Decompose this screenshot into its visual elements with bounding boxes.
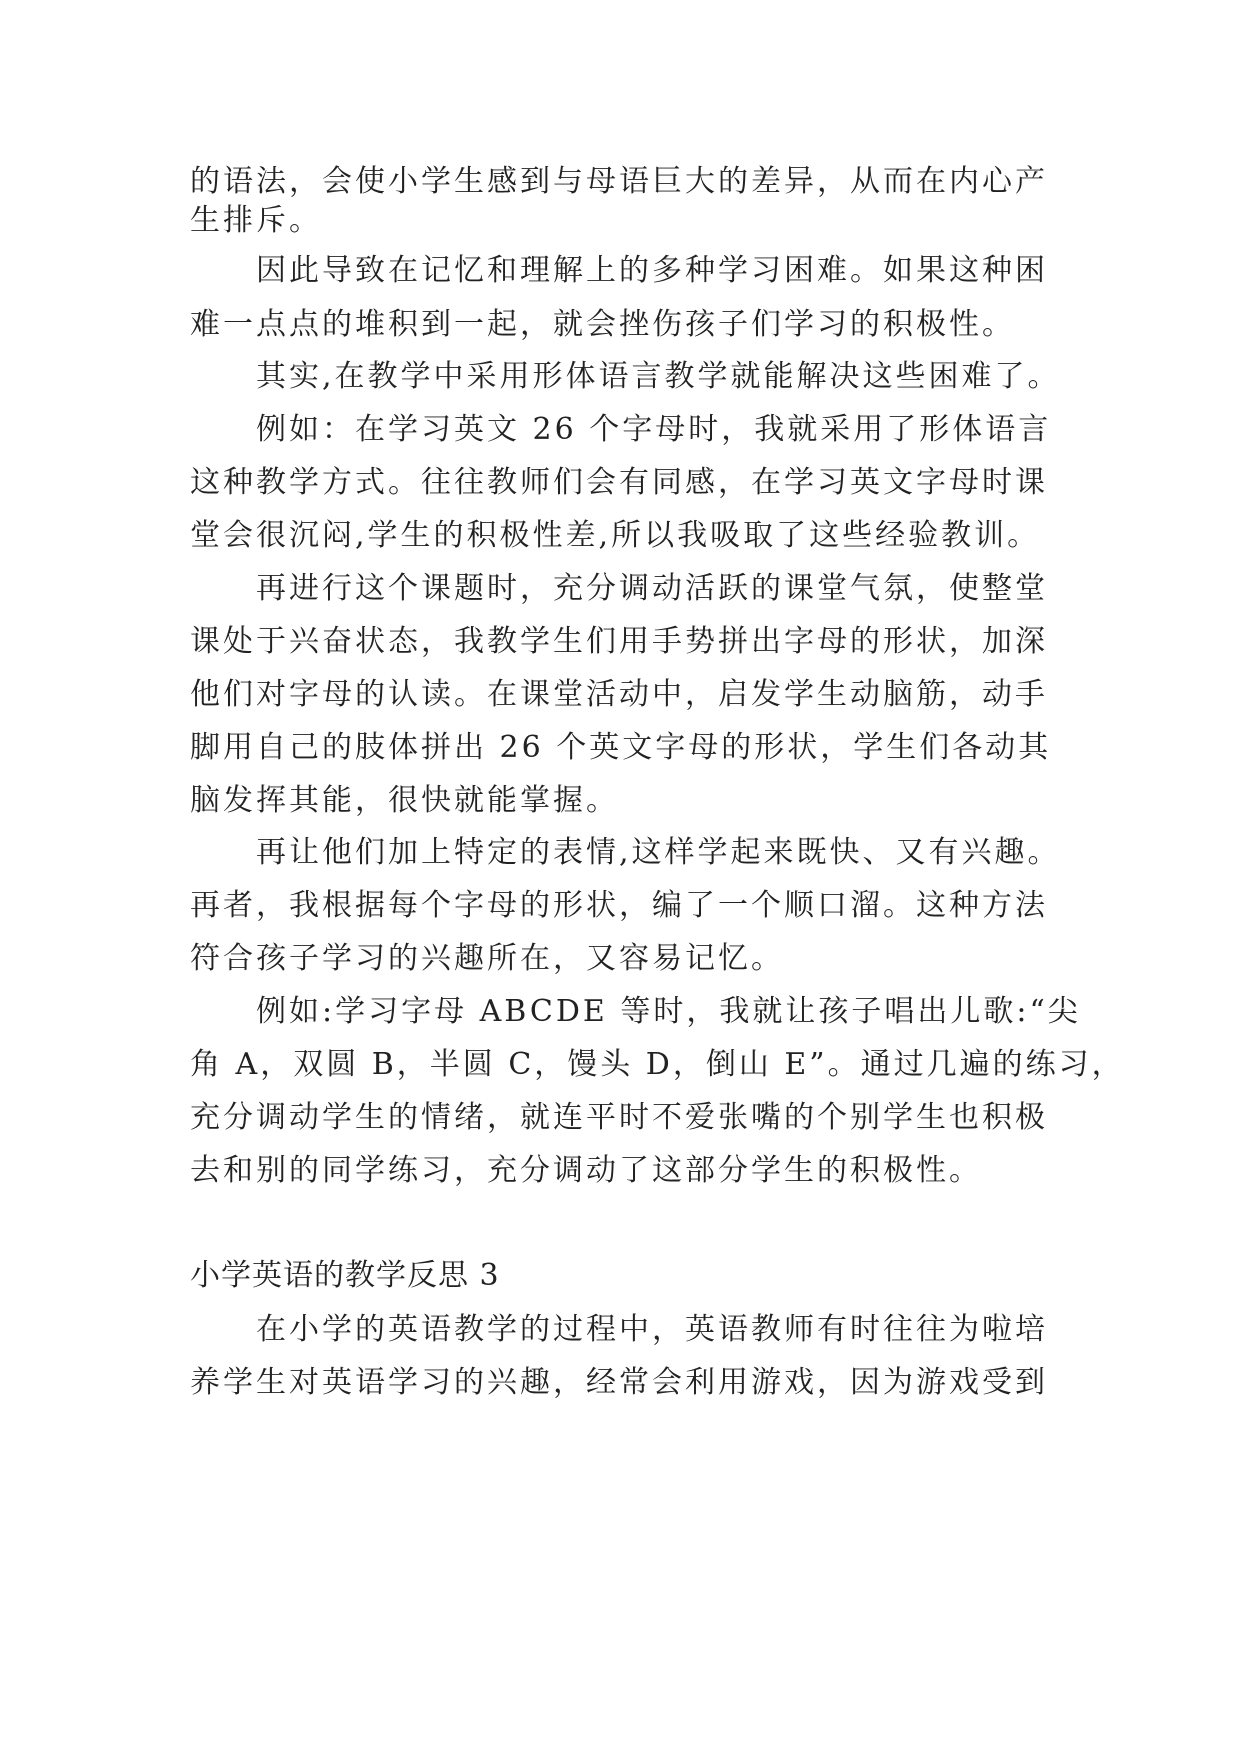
text-line: 再进行这个课题时，充分调动活跃的课堂气氛，使整堂 bbox=[256, 571, 1048, 606]
text-line: 脚用自己的肢体拼出 26 个英文字母的形状，学生们各动其 bbox=[190, 730, 1052, 765]
text-line: 角 A，双圆 B，半圆 C，馒头 D，倒山 E”。通过几遍的练习， bbox=[190, 1047, 1125, 1082]
text-line: 去和别的同学练习，充分调动了这部分学生的积极性。 bbox=[190, 1153, 982, 1188]
text-line: 例如：在学习英文 26 个字母时，我就采用了形体语言 bbox=[256, 412, 1052, 447]
text-line: 养学生对英语学习的兴趣，经常会利用游戏，因为游戏受到 bbox=[190, 1365, 1048, 1400]
text-line: 堂会很沉闷,学生的积极性差,所以我吸取了这些经验教训。 bbox=[190, 518, 1041, 553]
text-line: 再让他们加上特定的表情,这样学起来既快、又有兴趣。 bbox=[256, 835, 1061, 870]
text-line: 难一点点的堆积到一起，就会挫伤孩子们学习的积极性。 bbox=[190, 307, 1015, 342]
text-line: 因此导致在记忆和理解上的多种学习困难。如果这种困 bbox=[256, 253, 1048, 288]
text-line: 再者，我根据每个字母的形状，编了一个顺口溜。这种方法 bbox=[190, 888, 1048, 923]
text-line: 的语法，会使小学生感到与母语巨大的差异，从而在内心产 bbox=[190, 164, 1048, 199]
text-line: 这种教学方式。往往教师们会有同感，在学习英文字母时课 bbox=[190, 465, 1048, 500]
text-line: 生排斥。 bbox=[190, 203, 322, 238]
text-line: 脑发挥其能，很快就能掌握。 bbox=[190, 783, 619, 818]
text-line: 例如:学习字母 ABCDE 等时，我就让孩子唱出儿歌:“尖 bbox=[256, 994, 1081, 1029]
text-line: 符合孩子学习的兴趣所在，又容易记忆。 bbox=[190, 941, 784, 976]
text-line: 课处于兴奋状态，我教学生们用手势拼出字母的形状，加深 bbox=[190, 624, 1048, 659]
text-line: 充分调动学生的情绪，就连平时不爱张嘴的个别学生也积极 bbox=[190, 1100, 1048, 1135]
section-heading: 小学英语的教学反思 3 bbox=[190, 1258, 500, 1293]
text-line: 他们对字母的认读。在课堂活动中，启发学生动脑筋，动手 bbox=[190, 677, 1048, 712]
text-line: 在小学的英语教学的过程中，英语教师有时往往为啦培 bbox=[256, 1312, 1048, 1347]
text-line: 其实,在教学中采用形体语言教学就能解决这些困难了。 bbox=[256, 359, 1061, 394]
